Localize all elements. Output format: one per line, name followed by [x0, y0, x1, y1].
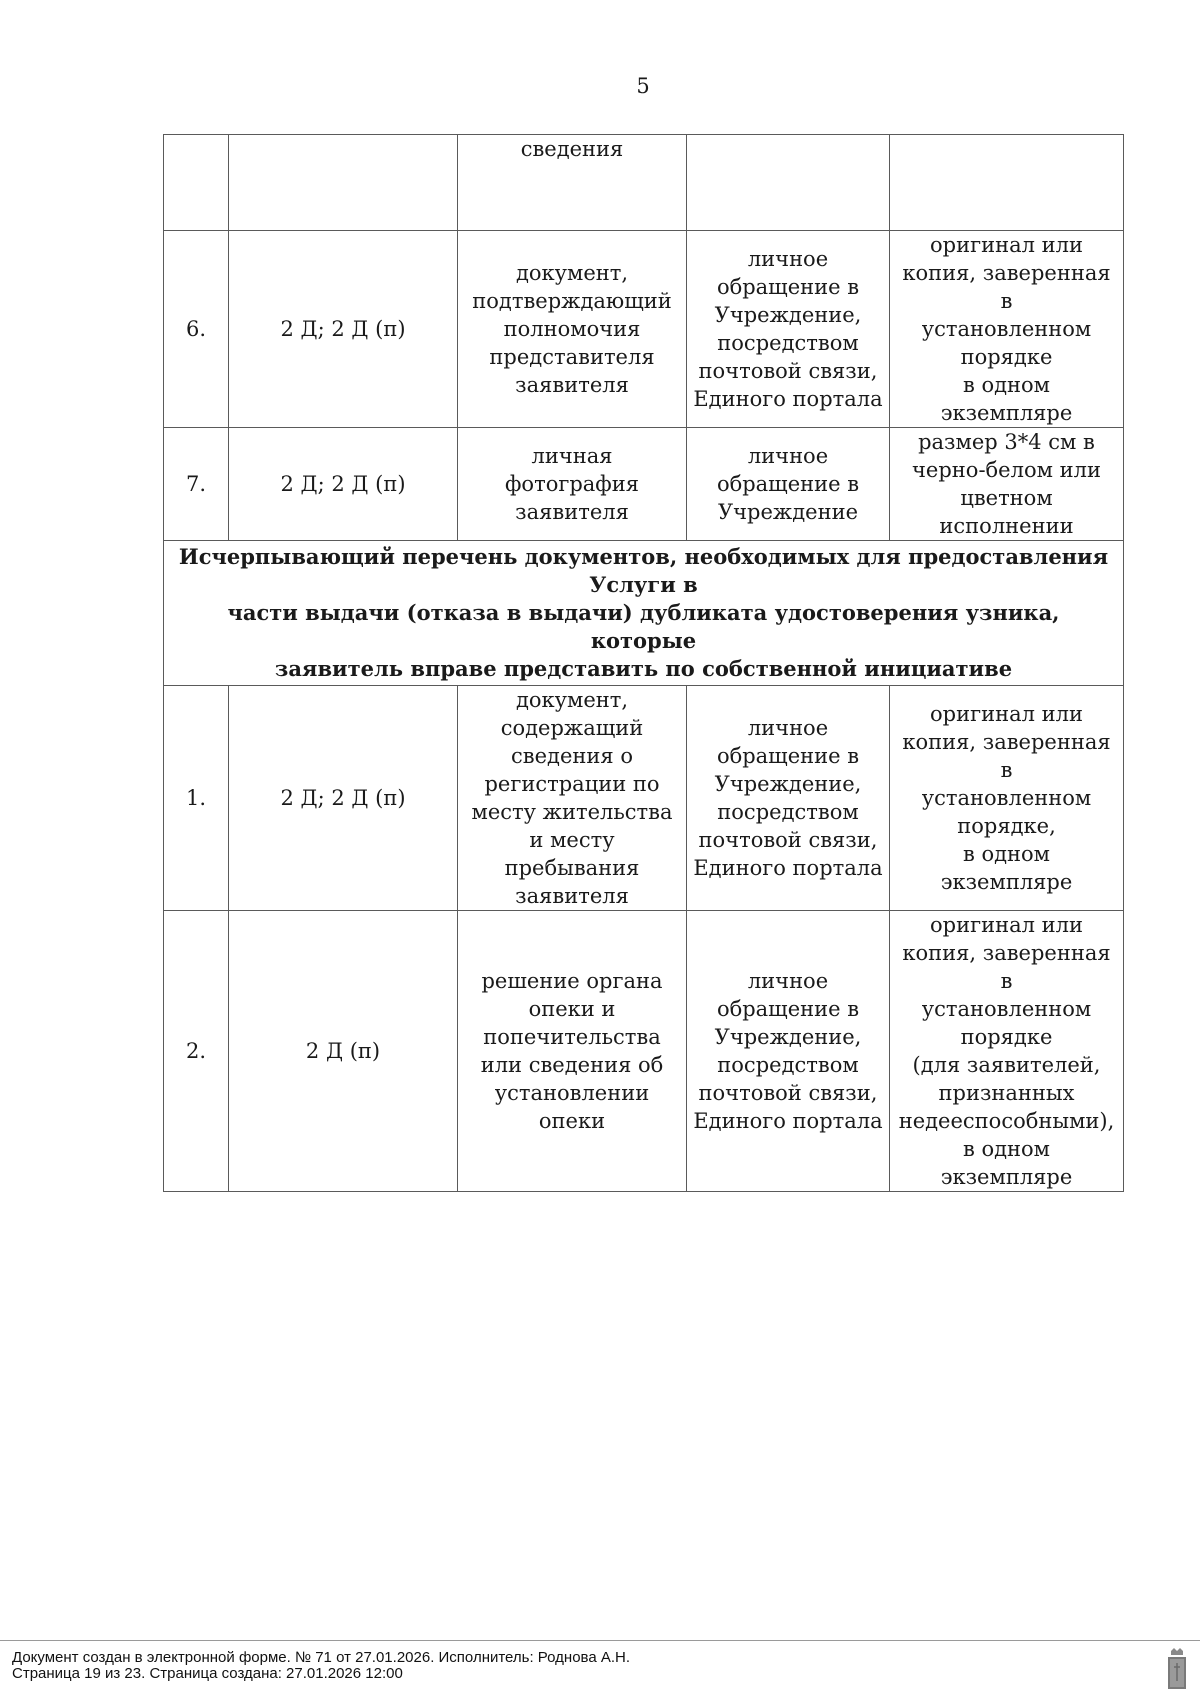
cell-method: личное обращение в Учреждение	[687, 428, 890, 541]
footer-line-page-info: Страница 19 из 23. Страница создана: 27.01.2026 12:00	[12, 1665, 403, 1682]
cell-form	[890, 135, 1124, 231]
cell-form: оригинал или копия, заверенная в установленном порядке (для заявителей, признанных недееспособными), в одном экземпляре	[890, 911, 1124, 1192]
footer-line-document-info: Документ создан в электронной форме. № 71 от 27.01.2026. Исполнитель: Роднова А.Н.	[12, 1649, 631, 1666]
cell-document: личная фотография заявителя	[458, 428, 687, 541]
cell-method: личное обращение в Учреждение, посредством почтовой связи, Единого портала	[687, 231, 890, 428]
cell-method: личное обращение в Учреждение, посредством почтовой связи, Единого портала	[687, 686, 890, 911]
table-row	[164, 911, 1124, 1192]
cell-form: оригинал или копия, заверенная в установленном порядке, в одном экземпляре	[890, 686, 1124, 911]
cell-method: личное обращение в Учреждение, посредством почтовой связи, Единого портала	[687, 911, 890, 1192]
cell-document: сведения	[458, 135, 687, 231]
section-header-row	[164, 541, 1124, 686]
cell-document: документ, подтверждающий полномочия представителя заявителя	[458, 231, 687, 428]
cell-document: документ, содержащий сведения о регистрации по месту жительства и месту пребывания заявителя	[458, 686, 687, 911]
cell-code: 2 Д; 2 Д (п)	[229, 231, 458, 428]
document-footer	[0, 1640, 1200, 1699]
coat-of-arms-icon	[1167, 1647, 1187, 1691]
cell-num: 6.	[164, 231, 229, 428]
cell-num: 2.	[164, 911, 229, 1192]
documents-table	[163, 134, 1124, 1192]
table-row	[164, 686, 1124, 911]
table-row	[164, 231, 1124, 428]
table-row	[164, 428, 1124, 541]
table-row-continuation	[164, 135, 1124, 231]
page-number: 5	[636, 74, 650, 98]
cell-form: размер 3*4 см в черно-белом или цветном исполнении	[890, 428, 1124, 541]
cell-document: решение органа опеки и попечительства или сведения об установлении опеки	[458, 911, 687, 1192]
cell-code: 2 Д; 2 Д (п)	[229, 428, 458, 541]
section-header: Исчерпывающий перечень документов, необходимых для предоставления Услуги в части выдачи (отказа в выдачи) дубликата удостоверения узника, которые заявитель вправе представить по собственной инициативе	[164, 541, 1124, 686]
cell-code: 2 Д (п)	[229, 911, 458, 1192]
cell-code	[229, 135, 458, 231]
cell-num	[164, 135, 229, 231]
cell-num: 7.	[164, 428, 229, 541]
cell-form: оригинал или копия, заверенная в установленном порядке в одном экземпляре	[890, 231, 1124, 428]
footer-text	[12, 1650, 630, 1682]
cell-code: 2 Д; 2 Д (п)	[229, 686, 458, 911]
cell-method	[687, 135, 890, 231]
cell-num: 1.	[164, 686, 229, 911]
